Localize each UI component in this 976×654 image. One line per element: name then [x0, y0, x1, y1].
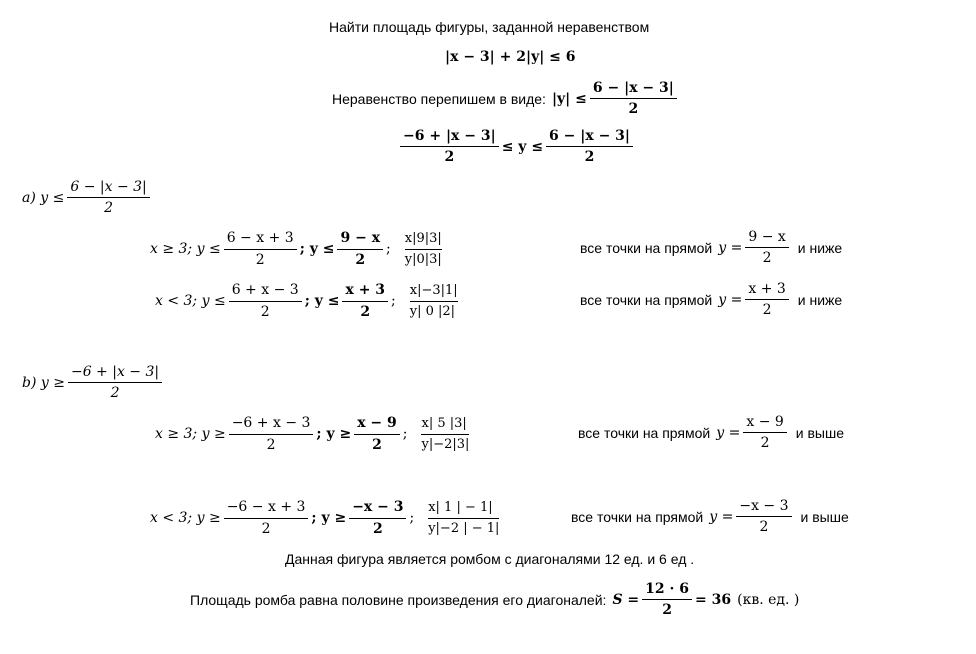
num: x + 3 [745, 281, 788, 300]
part-b-den: 2 [110, 385, 120, 402]
area-text: Площадь ромба равна половине произведения его диагоналей: [190, 591, 607, 608]
desc-text: все точки на прямой [571, 508, 704, 525]
cond: x ≥ 3; y ≤ [150, 240, 221, 257]
part-b-row-2-desc [571, 498, 849, 535]
double-left-num: −6 + |x − 3| [400, 128, 499, 147]
end: ; [386, 240, 391, 257]
fraction-1 [229, 282, 302, 319]
part-b-num: −6 + |x − 3| [68, 364, 162, 383]
desc-y: y = [718, 291, 743, 308]
desc-fraction [745, 229, 788, 266]
double-right-den: 2 [584, 149, 595, 166]
value-table [405, 229, 442, 269]
num: −x − 3 [736, 498, 791, 517]
num: x + 3 [342, 282, 388, 301]
rewrite-den: 2 [628, 101, 639, 118]
rewrite-fraction [590, 80, 677, 117]
part-a-label: a) y ≤ [22, 189, 65, 206]
part-a-den: 2 [104, 200, 114, 217]
part-b-row-1 [155, 414, 469, 454]
area-den: 2 [662, 602, 672, 619]
den: 2 [762, 302, 772, 319]
double-left-den: 2 [444, 149, 455, 166]
main-inequality: |x − 3| + 2|y| ≤ 6 [445, 49, 576, 65]
num: 6 − x + 3 [224, 230, 297, 249]
num: −6 + x − 3 [229, 415, 314, 434]
rewrite-line [332, 80, 680, 117]
area-num: 12 · 6 [642, 581, 692, 600]
table-y-row: y|0|3| [404, 251, 442, 267]
den: 2 [255, 251, 265, 268]
part-b-fraction [68, 364, 162, 401]
value-table [421, 414, 469, 454]
desc-end: и выше [795, 424, 845, 441]
rewrite-text: Неравенство перепишем в виде: [332, 90, 546, 107]
cond: x < 3; y ≥ [150, 509, 221, 526]
part-a-row-2 [155, 281, 458, 321]
fraction-2 [349, 499, 406, 536]
cond: x ≥ 3; y ≥ [155, 425, 226, 442]
part-a-row-1 [150, 229, 442, 269]
num: −x − 3 [349, 499, 406, 518]
den: 2 [261, 520, 271, 537]
num: 9 − x [745, 229, 788, 248]
double-right-num: 6 − |x − 3| [546, 128, 633, 147]
desc-text: все точки на прямой [580, 239, 713, 256]
fraction-1 [224, 499, 309, 536]
sep: ; y ≥ [311, 509, 347, 526]
part-a-row-1-desc [580, 229, 842, 266]
num: x − 9 [354, 415, 400, 434]
fraction-2 [337, 230, 383, 267]
part-a-heading [22, 179, 153, 216]
den: 2 [760, 435, 770, 452]
task-title: Найти площадь фигуры, заданной неравенством [329, 19, 650, 35]
area-line [190, 581, 799, 618]
den: 2 [762, 250, 772, 267]
table-y-row: y|−2|3| [421, 436, 470, 452]
den: 2 [372, 436, 382, 453]
desc-y: y = [709, 508, 734, 525]
den: 2 [360, 303, 371, 320]
den: 2 [355, 251, 366, 268]
part-b-row-1-desc [578, 414, 844, 451]
table-x-row: x| 1 | − 1| [428, 498, 499, 519]
den: 2 [266, 436, 276, 453]
area-s: S = [612, 591, 640, 608]
desc-fraction [745, 281, 788, 318]
table-x-row: x| 5 |3| [421, 414, 469, 435]
desc-end: и ниже [797, 239, 843, 256]
part-b-heading [22, 364, 165, 401]
fraction-1 [229, 415, 314, 452]
part-a-row-2-desc [580, 281, 842, 318]
sep: ; y ≥ [316, 425, 352, 442]
desc-text: все точки на прямой [580, 291, 713, 308]
value-table [428, 498, 499, 538]
double-right-fraction [546, 128, 633, 165]
desc-end: и выше [800, 508, 849, 525]
num: 9 − x [337, 230, 383, 249]
den: 2 [260, 303, 270, 320]
conclusion: Данная фигура является ромбом с диагоналями 12 ед. и 6 ед . [285, 551, 695, 567]
cond: x < 3; y ≤ [155, 292, 226, 309]
desc-fraction [743, 414, 786, 451]
end: ; [391, 292, 396, 309]
end: ; [402, 425, 408, 442]
sep: ; y ≤ [304, 292, 340, 309]
fraction-2 [354, 415, 400, 452]
value-table [410, 281, 458, 321]
area-result: = 36 [695, 591, 732, 608]
desc-y: y = [718, 239, 743, 256]
double-middle: ≤ y ≤ [501, 138, 544, 155]
num: −6 − x + 3 [224, 499, 309, 518]
area-fraction [642, 581, 692, 618]
table-x-row: x|−3|1| [410, 281, 458, 302]
desc-fraction [736, 498, 791, 535]
part-a-fraction [67, 179, 149, 216]
table-x-row: x|9|3| [405, 229, 442, 250]
table-y-row: y| 0 |2| [409, 303, 456, 319]
part-a-num: 6 − |x − 3| [67, 179, 149, 198]
den: 2 [372, 520, 383, 537]
sep: ; y ≤ [299, 240, 335, 257]
desc-y: y = [716, 424, 741, 441]
den: 2 [759, 519, 769, 536]
desc-text: все точки на прямой [578, 424, 711, 441]
num: x − 9 [743, 414, 786, 433]
rewrite-num: 6 − |x − 3| [590, 80, 677, 99]
double-left-fraction [400, 128, 499, 165]
double-inequality [397, 128, 636, 165]
table-y-row: y|−2 | − 1| [428, 520, 500, 536]
part-b-label: b) y ≥ [22, 374, 65, 391]
area-unit: (кв. ед. ) [737, 591, 800, 608]
fraction-2 [342, 282, 388, 319]
part-b-row-2 [150, 498, 499, 538]
num: 6 + x − 3 [229, 282, 302, 301]
end: ; [409, 509, 415, 526]
desc-end: и ниже [797, 291, 843, 308]
fraction-1 [224, 230, 297, 267]
rewrite-lhs: |y| ≤ [551, 90, 587, 107]
